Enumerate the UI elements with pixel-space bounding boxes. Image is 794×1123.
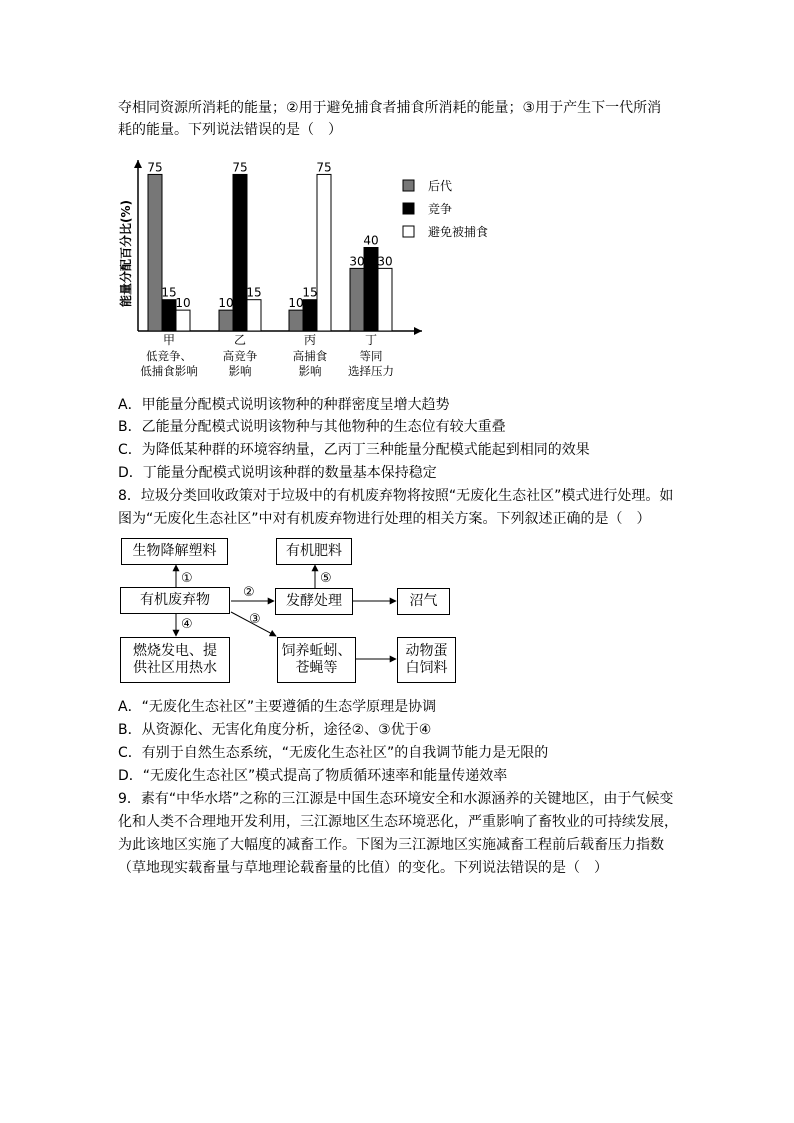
q9-stem-line-1: 9．素有“中华水塔”之称的三江源是中国生态环境安全和水源涵养的关键地区，由于气候变 [118, 791, 674, 807]
box-organic-waste [120, 587, 230, 614]
box-fermentation [275, 588, 353, 615]
category-label-甲: 甲 [162, 333, 176, 347]
category-note-丁-1: 选择压力 [348, 364, 394, 378]
q9-stem-line-4: （草地现实载畜量与草地理论载畜量的比值）的变化。下列说法错误的是（ ） [118, 860, 608, 876]
q8-stem-line-2: 图为“无废化生态社区”中对有机废弃物进行处理的相关方案。下列叙述正确的是（ ） [118, 511, 651, 527]
y-axis-label: 能量分配百分比(%) [119, 200, 133, 307]
bar-value-甲-避免被捕食: 10 [175, 296, 191, 311]
legend-label-后代: 后代 [428, 179, 453, 193]
q7-stem-line-1: 夺相同资源所消耗的能量；②用于避免捕食者捕食所消耗的能量；③用于产生下一代所消 [118, 100, 662, 116]
q9-stem-line-3: 为此该地区实施了大幅度的减畜工作。下图为三江源地区实施减畜工程前后载畜压力指数 [118, 837, 664, 853]
category-note-丙-0: 高捕食 [292, 349, 328, 363]
q7-option-b: B．乙能量分配模式说明该物种与其他物种的生态位有较大重叠 [118, 419, 506, 435]
route-5-label: ⑤ [320, 571, 332, 586]
bar-value-甲-竞争: 15 [161, 285, 177, 300]
box-biogas-label: 沼气 [409, 593, 438, 609]
q9-stem-line-2: 化和人类不合理地开发利用，三江源地区生态环境恶化，严重影响了畜牧业的可持续发展， [118, 814, 678, 830]
q7-stem-line-2: 耗的能量。下列说法错误的是（ ） [118, 122, 342, 138]
category-note-丁-0: 等同 [359, 349, 383, 363]
category-note-乙-1: 影响 [228, 364, 252, 378]
box-feed-worms-line-1: 饲养蚯蚓、 [281, 643, 352, 659]
q8-stem-line-1: 8．垃圾分类回收政策对于垃圾中的有机废弃物将按照“无废化生态社区”模式进行处理。如 [118, 488, 674, 504]
box-bio-plastic [121, 538, 228, 565]
route-4-label: ④ [181, 617, 193, 632]
category-note-甲-1: 低捕食影响 [140, 364, 198, 378]
bar-value-丙-后代: 10 [288, 296, 304, 311]
category-note-乙-0: 高竞争 [222, 349, 258, 363]
bar-value-乙-竞争: 75 [232, 160, 248, 175]
bar-value-乙-后代: 10 [218, 296, 234, 311]
bar-value-丁-竞争: 40 [363, 233, 379, 248]
q7-option-d: D．丁能量分配模式说明该种群的数量基本保持稳定 [118, 465, 437, 481]
box-burn-power-line-1: 燃烧发电、提 [133, 643, 217, 659]
category-label-丁: 丁 [364, 333, 378, 347]
route-2-label: ② [243, 585, 255, 600]
box-burn-power [120, 637, 230, 683]
bar-value-甲-后代: 75 [147, 160, 163, 175]
box-animal-protein [397, 637, 456, 683]
category-label-丙: 丙 [303, 333, 317, 347]
bar-value-丙-避免被捕食: 75 [316, 160, 332, 175]
q8-option-b: B．从资源化、无害化角度分析，途径②、③优于④ [118, 722, 432, 738]
box-animal-protein-line-2: 白饲料 [405, 660, 448, 676]
route-1-label: ① [181, 571, 193, 586]
q8-option-d: D．“无废化生态社区”模式提高了物质循环速率和能量传递效率 [118, 768, 508, 784]
box-feed-worms-line-2: 苍蝇等 [295, 660, 338, 676]
category-note-甲-0: 低竞争、 [146, 349, 192, 363]
box-feed-worms [277, 637, 356, 683]
box-organic-fertilizer-label: 有机肥料 [286, 543, 342, 559]
bar-value-丙-竞争: 15 [302, 285, 318, 300]
bar-value-丁-后代: 30 [349, 254, 365, 269]
legend-label-避免被捕食: 避免被捕食 [428, 225, 489, 239]
q7-option-c: C．为降低某种群的环境容纳量，乙丙丁三种能量分配模式能起到相同的效果 [118, 442, 590, 458]
box-organic-waste-label: 有机废弃物 [140, 592, 210, 608]
q8-option-c: C．有别于自然生态系统，“无废化生态社区”的自我调节能力是无限的 [118, 745, 549, 761]
box-burn-power-line-2: 供社区用热水 [133, 660, 217, 676]
box-organic-fertilizer [276, 538, 352, 565]
q7-option-a: A．甲能量分配模式说明该物种的种群密度呈增大趋势 [118, 397, 450, 413]
q8-option-a: A．“无废化生态社区”主要遵循的生态学原理是协调 [118, 699, 437, 715]
bar-value-乙-避免被捕食: 15 [246, 285, 262, 300]
category-note-丙-1: 影响 [298, 364, 322, 378]
category-label-乙: 乙 [233, 333, 247, 347]
bar-value-丁-避免被捕食: 30 [377, 254, 393, 269]
box-biogas [397, 588, 450, 615]
box-animal-protein-line-1: 动物蛋 [405, 643, 448, 659]
legend-label-竞争: 竞争 [428, 202, 453, 216]
route-3-label: ③ [249, 612, 261, 627]
box-bio-plastic-label: 生物降解塑料 [132, 543, 217, 559]
box-fermentation-label: 发酵处理 [286, 593, 342, 609]
